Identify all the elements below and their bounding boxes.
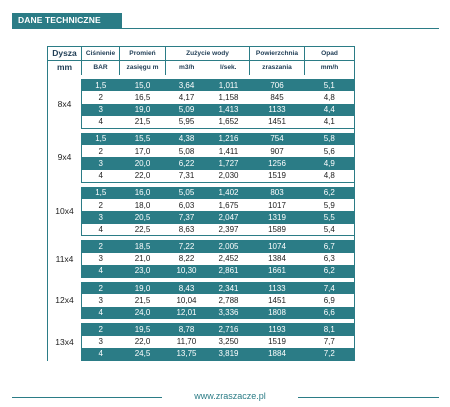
radius-cell: 22,0 [120, 170, 166, 182]
area-cell: 1451 [268, 295, 286, 305]
pressure-cell: 3 [82, 157, 120, 169]
radius-cell: 20,5 [120, 211, 166, 223]
flow-m3h-cell: 6,22 [166, 157, 208, 169]
flow-m3h-cell: 5,05 [166, 187, 208, 199]
rain-cell: 6,2 [305, 187, 355, 199]
table-row [48, 157, 355, 169]
technical-data-table [47, 46, 355, 361]
flow-ls-cell: 1,216 [208, 133, 250, 145]
rain-cell: 5,4 [305, 224, 355, 236]
header-area: Powierzchnia [250, 47, 305, 61]
flow-ls-cell: 2,861 [208, 265, 250, 277]
flow-m3h-cell: 5,08 [178, 146, 195, 156]
flow-ls-cell: 2,047 [208, 211, 250, 223]
pressure-cell: 2 [98, 92, 103, 102]
header-rain-unit: mm/h [305, 61, 355, 75]
radius-cell: 21,5 [120, 116, 166, 128]
pressure-cell: 3 [98, 254, 103, 264]
flow-ls-cell: 1,011 [208, 79, 250, 91]
rain-cell: 8,1 [305, 323, 355, 335]
flow-m3h-cell: 3,64 [166, 79, 208, 91]
table-row [48, 211, 355, 223]
header-radius-unit: zasięgu m [120, 61, 166, 75]
table-row [48, 282, 355, 294]
table-row [48, 133, 355, 145]
flow-ls-cell: 2,030 [208, 170, 250, 182]
rain-cell: 7,2 [305, 348, 355, 361]
radius-cell: 21,0 [134, 254, 151, 264]
pressure-cell: 3 [98, 295, 103, 305]
section-title: DANE TECHNICZNE [12, 13, 122, 28]
pressure-cell: 1,5 [82, 187, 120, 199]
table-row [48, 265, 355, 277]
header-radius: Promień [120, 47, 166, 61]
table-row [48, 224, 355, 236]
rain-cell: 5,8 [305, 133, 355, 145]
area-cell: 1808 [250, 307, 305, 319]
pressure-cell: 3 [98, 337, 103, 347]
table-row [48, 323, 355, 335]
radius-cell: 21,5 [134, 295, 151, 305]
table-row [48, 240, 355, 252]
area-cell: 706 [250, 79, 305, 91]
flow-m3h-cell: 5,95 [166, 116, 208, 128]
top-divider [12, 28, 439, 29]
flow-ls-cell: 1,158 [218, 92, 239, 102]
rain-cell: 6,7 [305, 240, 355, 252]
header-nozzle: Dysza [48, 47, 82, 61]
flow-m3h-cell: 6,03 [178, 200, 195, 210]
table-row [48, 253, 355, 265]
pressure-cell: 2 [82, 323, 120, 335]
nozzle-cell: 13x4 [48, 323, 82, 360]
flow-m3h-cell: 11,70 [176, 337, 197, 347]
flow-ls-cell: 1,402 [208, 187, 250, 199]
radius-cell: 24,0 [120, 307, 166, 319]
area-cell: 1256 [250, 157, 305, 169]
table-row [48, 307, 355, 319]
flow-ls-cell: 2,788 [218, 295, 239, 305]
nozzle-cell: 9x4 [48, 133, 82, 182]
rain-cell: 5,1 [305, 79, 355, 91]
flow-m3h-cell: 13,75 [166, 348, 208, 361]
table-row [48, 199, 355, 211]
flow-m3h-cell: 10,30 [166, 265, 208, 277]
flow-m3h-cell: 5,09 [166, 104, 208, 116]
radius-cell: 19,0 [120, 282, 166, 294]
header-nozzle-unit: mm [48, 61, 82, 75]
pressure-cell: 1,5 [82, 133, 120, 145]
flow-m3h-cell: 8,22 [178, 254, 195, 264]
area-cell: 1133 [250, 104, 305, 116]
header-rain: Opad [305, 47, 355, 61]
rain-cell: 6,9 [305, 294, 355, 306]
flow-ls-cell: 2,005 [208, 240, 250, 252]
header-flow-unit-ls: l/sek. [208, 61, 250, 75]
area-cell: 754 [250, 133, 305, 145]
pressure-cell: 4 [82, 116, 120, 128]
pressure-cell: 4 [82, 307, 120, 319]
radius-cell: 19,0 [120, 104, 166, 116]
footer-divider-right [298, 397, 439, 398]
rain-cell: 4,4 [305, 104, 355, 116]
area-cell: 1074 [250, 240, 305, 252]
rain-cell: 4,1 [305, 116, 355, 128]
pressure-cell: 4 [82, 170, 120, 182]
radius-cell: 16,0 [120, 187, 166, 199]
flow-m3h-cell: 8,43 [166, 282, 208, 294]
flow-m3h-cell: 7,37 [166, 211, 208, 223]
area-cell: 1319 [250, 211, 305, 223]
radius-cell: 22,0 [134, 337, 151, 347]
table-row [48, 116, 355, 128]
radius-cell: 24,5 [120, 348, 166, 361]
radius-cell: 19,5 [120, 323, 166, 335]
pressure-cell: 4 [82, 224, 120, 236]
pressure-cell: 2 [98, 146, 103, 156]
rain-cell: 5,5 [305, 211, 355, 223]
area-cell: 803 [250, 187, 305, 199]
flow-ls-cell: 1,411 [218, 146, 239, 156]
flow-m3h-cell: 10,04 [176, 295, 197, 305]
header-area-unit: zraszania [250, 61, 305, 75]
flow-ls-cell: 2,397 [208, 224, 250, 236]
flow-m3h-cell: 7,31 [166, 170, 208, 182]
area-cell: 907 [270, 146, 284, 156]
nozzle-cell: 12x4 [48, 282, 82, 319]
flow-ls-cell: 1,652 [208, 116, 250, 128]
table-row [48, 170, 355, 182]
table-row [48, 294, 355, 306]
radius-cell: 18,5 [120, 240, 166, 252]
table-row [48, 79, 355, 91]
flow-ls-cell: 3,819 [208, 348, 250, 361]
table-row [48, 145, 355, 157]
flow-m3h-cell: 4,17 [178, 92, 195, 102]
header-pressure: Ciśnienie [82, 47, 120, 61]
flow-ls-cell: 3,250 [218, 337, 239, 347]
flow-m3h-cell: 12,01 [166, 307, 208, 319]
flow-ls-cell: 3,336 [208, 307, 250, 319]
footer-url: www.zraszacze.pl [194, 391, 266, 401]
rain-cell: 6,3 [305, 253, 355, 265]
area-cell: 1451 [250, 116, 305, 128]
rain-cell: 7,4 [305, 282, 355, 294]
radius-cell: 16,5 [134, 92, 151, 102]
rain-cell: 6,6 [305, 307, 355, 319]
area-cell: 1884 [250, 348, 305, 361]
table-row [48, 104, 355, 116]
flow-m3h-cell: 4,38 [166, 133, 208, 145]
flow-m3h-cell: 7,22 [166, 240, 208, 252]
area-cell: 1133 [250, 282, 305, 294]
rain-cell: 4,8 [305, 170, 355, 182]
flow-m3h-cell: 8,63 [166, 224, 208, 236]
rain-cell: 5,9 [305, 199, 355, 211]
pressure-cell: 4 [82, 265, 120, 277]
rain-cell: 6,2 [305, 265, 355, 277]
header-flow-unit-m3h: m3/h [179, 63, 195, 71]
area-cell: 845 [270, 92, 284, 102]
nozzle-cell: 8x4 [48, 79, 82, 128]
header-flow: Zużycie wody [166, 47, 250, 61]
pressure-cell: 4 [82, 348, 120, 361]
radius-cell: 15,5 [120, 133, 166, 145]
table-row [48, 348, 355, 361]
radius-cell: 18,0 [134, 200, 151, 210]
table-row [48, 336, 355, 348]
nozzle-cell: 10x4 [48, 187, 82, 236]
footer-divider-left [12, 397, 162, 398]
table-row [48, 187, 355, 199]
flow-ls-cell: 1,413 [208, 104, 250, 116]
pressure-cell: 1,5 [82, 79, 120, 91]
table-row [48, 91, 355, 103]
area-cell: 1519 [250, 170, 305, 182]
area-cell: 1661 [250, 265, 305, 277]
flow-ls-cell: 1,675 [218, 200, 239, 210]
rain-cell: 4,8 [305, 91, 355, 103]
flow-ls-cell: 2,716 [208, 323, 250, 335]
radius-cell: 23,0 [120, 265, 166, 277]
pressure-cell: 2 [82, 240, 120, 252]
pressure-cell: 2 [82, 282, 120, 294]
area-cell: 1384 [268, 254, 286, 264]
flow-ls-cell: 2,452 [218, 254, 239, 264]
header-pressure-unit: BAR [82, 61, 120, 75]
nozzle-cell: 11x4 [48, 240, 82, 277]
area-cell: 1589 [250, 224, 305, 236]
radius-cell: 15,0 [120, 79, 166, 91]
area-cell: 1193 [250, 323, 305, 335]
rain-cell: 5,6 [305, 145, 355, 157]
pressure-cell: 3 [82, 211, 120, 223]
radius-cell: 20,0 [120, 157, 166, 169]
area-cell: 1017 [268, 200, 286, 210]
flow-ls-cell: 2,341 [208, 282, 250, 294]
rain-cell: 7,7 [305, 336, 355, 348]
flow-m3h-cell: 8,78 [166, 323, 208, 335]
radius-cell: 17,0 [134, 146, 151, 156]
rain-cell: 4,9 [305, 157, 355, 169]
area-cell: 1519 [268, 337, 286, 347]
radius-cell: 22,5 [120, 224, 166, 236]
pressure-cell: 3 [82, 104, 120, 116]
flow-ls-cell: 1,727 [208, 157, 250, 169]
pressure-cell: 2 [98, 200, 103, 210]
